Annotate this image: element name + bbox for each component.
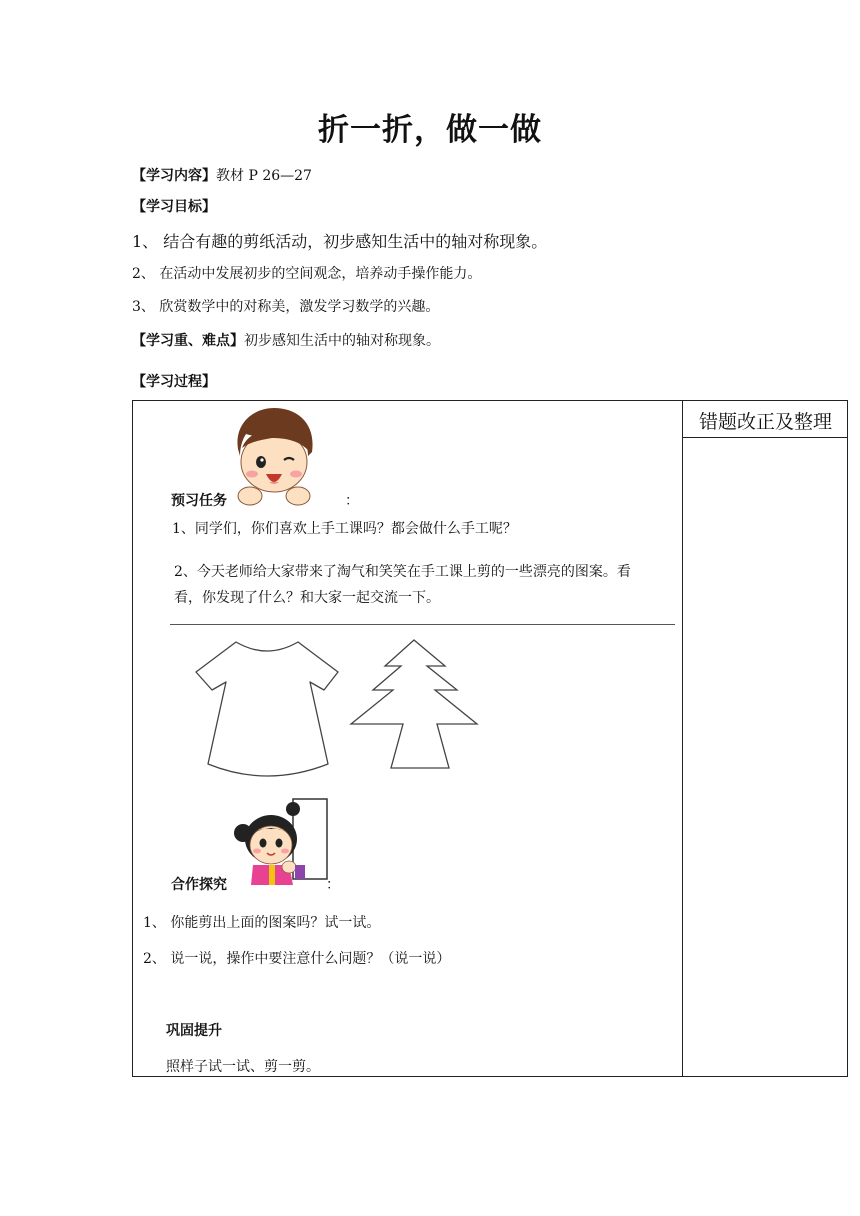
explore-colon: ： [326,877,340,893]
explore-question-2: 2、 说一说，操作中要注意什么问题？（说一说） [143,951,451,967]
tree-cutout [349,636,479,772]
boy-illustration [228,404,320,506]
content-label: 【学习内容】 [132,168,216,184]
preview-question-2-line-2: 看，你发现了什么？和大家一起交流一下。 [174,590,440,606]
goal-item-1: 1、 结合有趣的剪纸活动，初步感知生活中的轴对称现象。 [132,232,548,251]
goal-item-3: 3、 欣赏数学中的对称美，激发学习数学的兴趣。 [132,299,440,315]
explore-question-1: 1、 你能剪出上面的图案吗？试一试。 [143,915,381,931]
explore-heading: 合作探究 [171,877,227,893]
preview-question-2 [174,559,679,611]
dress-cutout [192,638,342,780]
preview-question-1: 1、同学们，你们喜欢上手工课吗？都会做什么手工呢？ [172,521,517,537]
corrections-header: 错题改正及整理 [683,400,848,438]
preview-colon: ： [345,493,359,509]
preview-question-2-line-1: 2、今天老师给大家带来了淘气和笑笑在手工课上剪的一些漂亮的图案。看 [174,564,631,580]
content-text: 教材 P 26—27 [216,168,312,184]
goal-item-2: 2、 在活动中发展初步的空间观念，培养动手操作能力。 [132,266,482,282]
key-line [132,330,440,350]
consolidate-text: 照样子试一试、剪一剪。 [166,1059,320,1075]
key-label: 【学习重、难点】 [132,333,244,349]
content-line [132,165,312,185]
process-label: 【学习过程】 [132,374,216,390]
table-column-divider [682,400,683,1077]
key-text: 初步感知生活中的轴对称现象。 [244,333,440,349]
girl-illustration [231,793,333,887]
page-title: 折一折，做一做 [318,112,542,148]
preview-heading: 预习任务 [171,493,227,509]
goals-label: 【学习目标】 [132,199,216,215]
separator-line [170,624,675,625]
consolidate-heading: 巩固提升 [166,1023,222,1039]
